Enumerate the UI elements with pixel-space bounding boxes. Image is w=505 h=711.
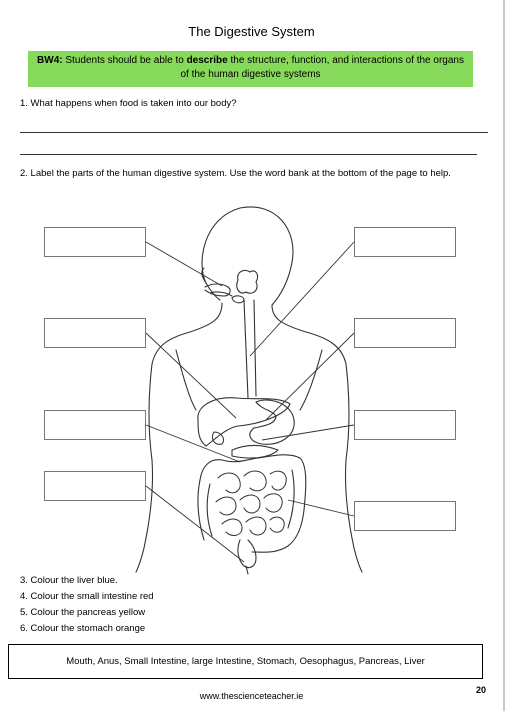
label-box-left-4[interactable] — [44, 471, 146, 501]
objective-text-before: Students should be able to — [62, 55, 187, 66]
objective-emphasis: describe — [186, 55, 228, 66]
word-bank-text: Mouth, Anus, Small Intestine, large Intestine, Stomach, Oesophagus, Pancreas, Liver — [66, 656, 425, 667]
label-box-right-2[interactable] — [354, 318, 456, 348]
question-1: 1. What happens when food is taken into our body? — [20, 98, 237, 109]
leader-line-right-1 — [250, 242, 354, 356]
label-box-left-3[interactable] — [44, 410, 146, 440]
inner-torso-right — [300, 350, 322, 410]
objective-code: BW4: — [37, 55, 63, 66]
label-box-right-3[interactable] — [354, 410, 456, 440]
page-title: The Digestive System — [188, 24, 315, 39]
leader-line-left-2 — [146, 333, 236, 418]
question-2: 2. Label the parts of the human digestive system. Use the word bank at the bottom of the page to help. — [20, 168, 451, 179]
label-box-right-4[interactable] — [354, 501, 456, 531]
oesophagus — [244, 300, 256, 398]
page-number: 20 — [476, 685, 487, 695]
task-6: 6. Colour the stomach orange — [20, 623, 146, 634]
stomach — [250, 400, 294, 444]
rectum — [238, 540, 256, 568]
salivary-gland — [237, 270, 258, 293]
objective-text-after: the structure, function, and interactions of the organs of the human digestive systems — [180, 55, 464, 80]
label-box-left-1[interactable] — [44, 227, 146, 257]
leader-line-right-2 — [266, 333, 354, 420]
body-outline-left — [136, 303, 222, 572]
label-box-right-1[interactable] — [354, 227, 456, 257]
small-intestine — [216, 471, 286, 535]
liver — [198, 398, 290, 446]
label-box-left-2[interactable] — [44, 318, 146, 348]
large-intestine — [198, 455, 306, 552]
footer-url: www.thescienceteacher.ie — [199, 691, 304, 701]
mouth — [205, 284, 230, 296]
leader-line-left-1 — [146, 242, 222, 286]
task-5: 5. Colour the pancreas yellow — [20, 607, 146, 618]
head-outline — [202, 207, 293, 305]
large-intestine-inner — [207, 470, 294, 536]
salivary-gland-lower — [232, 296, 244, 303]
leader-line-right-3 — [262, 425, 354, 440]
leader-line-right-4 — [288, 500, 354, 516]
task-4: 4. Colour the small intestine red — [20, 591, 154, 602]
inner-torso-left — [176, 350, 196, 410]
word-bank — [8, 644, 483, 679]
task-3: 3. Colour the liver blue. — [20, 575, 118, 586]
